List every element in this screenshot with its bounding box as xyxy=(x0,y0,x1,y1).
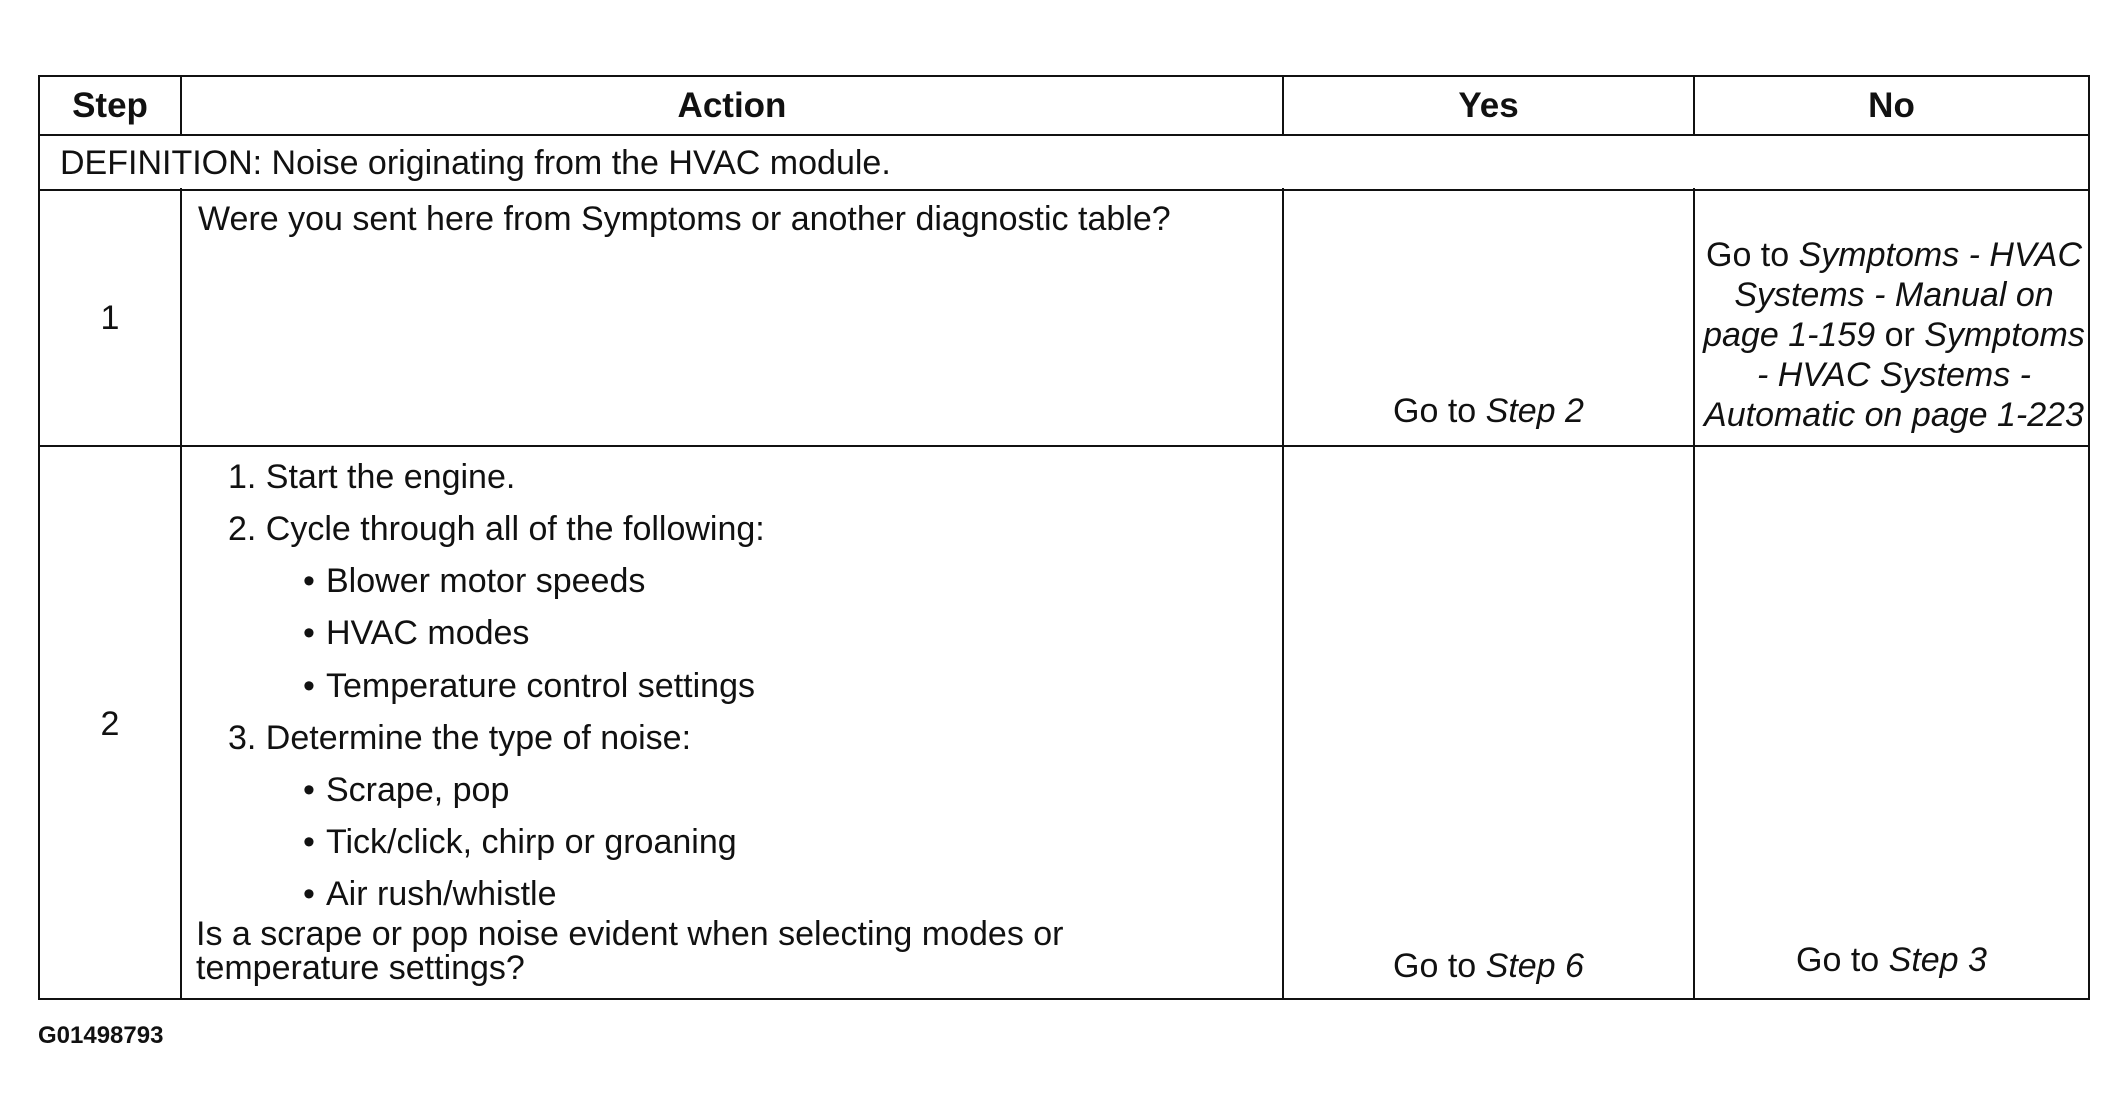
list-item xyxy=(292,822,737,862)
bullet-icon: • xyxy=(303,667,315,705)
list-item xyxy=(292,666,755,706)
bullet-icon: • xyxy=(303,614,315,652)
list-item-label: Tick/click, chirp or groaning xyxy=(326,823,737,861)
question-line: temperature settings? xyxy=(196,949,525,987)
yes-step-link[interactable]: Step 2 xyxy=(1485,392,1584,430)
list-item-label: Air rush/whistle xyxy=(326,875,557,913)
list-item xyxy=(292,874,557,914)
list-item-label: HVAC modes xyxy=(326,614,530,652)
header-no: No xyxy=(1868,85,1915,125)
list-item: 2. Cycle through all of the following: xyxy=(228,510,765,548)
list-item: 1. Start the engine. xyxy=(228,458,516,496)
list-item xyxy=(292,561,645,601)
step-number: 1 xyxy=(100,299,120,337)
list-item xyxy=(292,770,509,810)
symptoms-manual-link[interactable]: Symptoms - HVAC Systems - Manual on page 1-159 xyxy=(1703,236,2082,354)
no-prefix: Go to xyxy=(1796,941,1889,979)
col-divider xyxy=(180,77,182,998)
header-yes: Yes xyxy=(1458,85,1519,125)
step-number: 2 xyxy=(100,704,120,743)
no-prefix: Go to xyxy=(1706,236,1799,274)
no-cell xyxy=(1700,191,2088,445)
bullet-icon: • xyxy=(303,823,315,861)
no-step-link[interactable]: Step 3 xyxy=(1888,941,1987,979)
list-item-label: Temperature control settings xyxy=(326,667,755,705)
header-step: Step xyxy=(72,85,148,125)
diagnostic-table xyxy=(38,75,2090,1000)
yes-prefix: Go to xyxy=(1393,392,1486,430)
yes-cell xyxy=(1284,447,1693,1000)
list-item-label: Blower motor speeds xyxy=(326,562,646,600)
yes-prefix: Go to xyxy=(1393,947,1486,985)
no-cell xyxy=(1695,447,2088,1000)
list-item: 3. Determine the type of noise: xyxy=(228,719,692,757)
bullet-icon: • xyxy=(303,562,315,600)
yes-cell xyxy=(1284,191,1693,445)
list-item-label: Scrape, pop xyxy=(326,771,510,809)
header-action: Action xyxy=(677,85,787,125)
no-or: or xyxy=(1875,316,1925,354)
list-item xyxy=(292,613,529,653)
bullet-icon: • xyxy=(303,771,315,809)
action-text: Were you sent here from Symptoms or another diagnostic table? xyxy=(198,200,1171,238)
symptoms-automatic-link[interactable]: Symptoms - HVAC Systems - Automatic on page 1-223 xyxy=(1704,316,2085,434)
figure-code: G01498793 xyxy=(38,1022,164,1049)
bullet-icon: • xyxy=(303,875,315,913)
yes-step-link[interactable]: Step 6 xyxy=(1485,947,1584,985)
definition-text: DEFINITION: Noise originating from the HVAC module. xyxy=(60,144,891,182)
question-line: Is a scrape or pop noise evident when selecting modes or xyxy=(196,915,1064,953)
